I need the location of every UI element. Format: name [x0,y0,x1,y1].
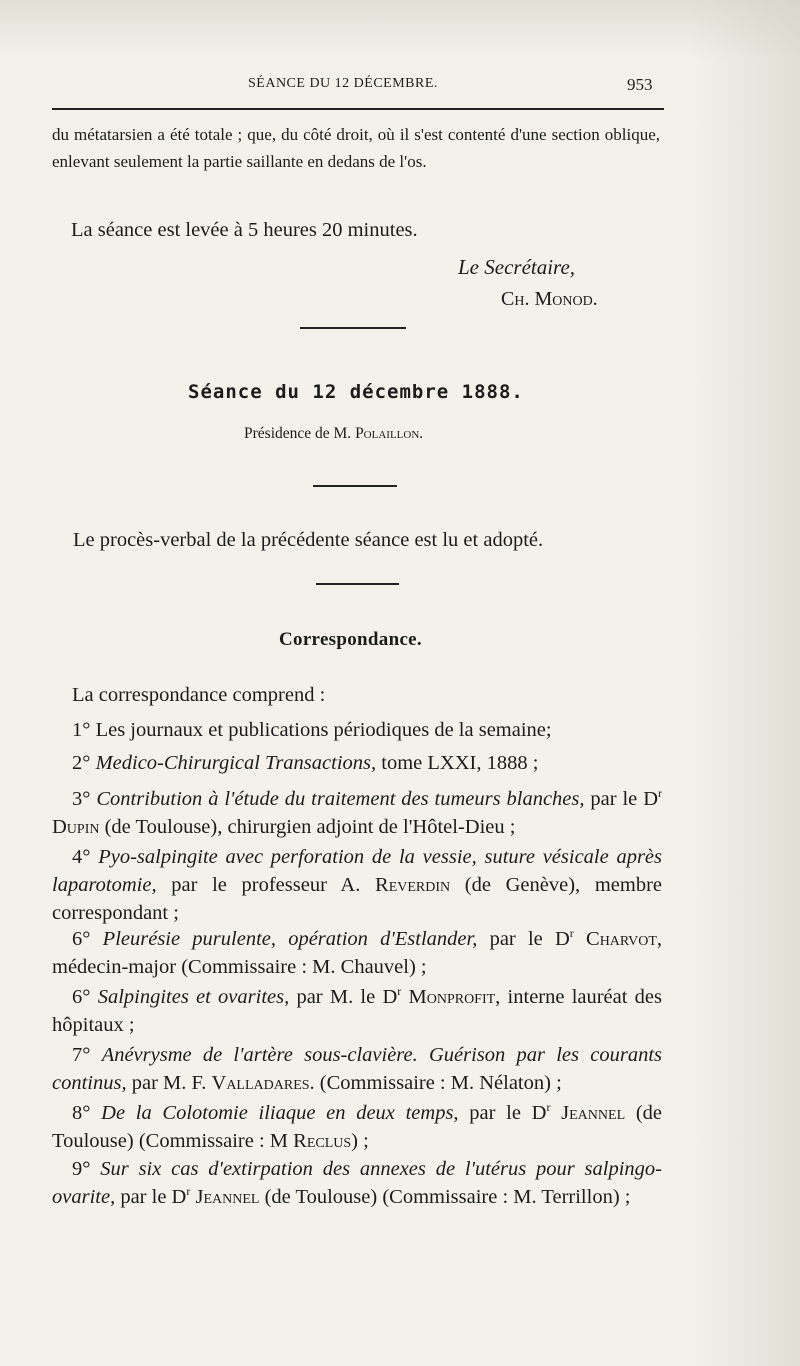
item-pre: par le D [469,1102,547,1124]
item-title: Medico-Chirurgical Transactions, [95,752,377,774]
item-number: 8° [72,1102,91,1124]
item-pre: par le D [120,1186,187,1208]
item-number: 7° [72,1044,91,1066]
item-number: 2° [72,752,91,774]
item-author: Monprofit, [408,986,501,1008]
seance-title: Séance du 12 décembre 1888. [188,381,524,403]
running-head: SÉANCE DU 12 DÉCEMBRE. [248,76,438,91]
item-rest: médecin-major (Commissaire : M. Chauvel) ; [52,956,427,978]
item-rest: (de Toulouse) (Commissaire : M [52,1102,663,1152]
item-pre: par M. F. [131,1072,207,1094]
item-author: Valladares. [211,1072,315,1094]
item-rest: (de Genève), membre correspondant ; [52,874,662,924]
list-item [52,785,662,841]
item-pre: par le D [489,928,570,950]
item-title: Pleurésie purulente, opération d'Estlander, [102,928,478,950]
item-number: 1° [72,719,91,741]
item-pre: par M. le D [296,986,398,1008]
list-item [52,1155,662,1211]
section-divider [300,327,406,329]
item-number: 4° [72,846,91,868]
item-sup: r [546,1100,551,1115]
item-pre: par le D [590,788,658,810]
continuation-paragraph: du métatarsien a été totale ; que, du côté droit, où il s'est contenté d'une section oblique, enlevant seulement la partie saillante en dedans de l'os. [52,125,660,171]
list-item [52,1041,662,1097]
item-title: Sur six cas d'extirpation des annexes de l'utérus pour salpingo-ovarite, [52,1158,663,1208]
list-item [72,749,662,777]
item-rest-2: ) ; [351,1130,369,1152]
item-number: 6° [72,986,91,1008]
signature-name: Ch. Monod. [501,288,598,310]
item-rest: (de Toulouse) (Commissaire : M. Terrillon) ; [264,1186,631,1208]
signature-title: Le Secrétaire, [458,255,576,279]
item-rest: tome LXXI, 1888 ; [381,752,539,774]
list-item [52,983,662,1039]
item-title: Anévrysme de l'artère sous-clavière. Guérison par les courants continus, [52,1044,662,1094]
presidence-prefix: Présidence de M. [244,425,352,442]
item-number: 9° [72,1158,91,1180]
item-title: Pyo-salpingite avec perforation de la vessie, suture vésicale après laparotomie, [52,846,663,896]
item-rest: (de Toulouse), chirurgien adjoint de l'Hôtel-Dieu ; [104,816,516,838]
section-divider [316,583,399,585]
item-title: De la Colotomie iliaque en deux temps, [101,1102,459,1124]
item-author: Jeannel [561,1102,626,1124]
item-text: Les journaux et publications périodiques de la semaine; [95,719,552,741]
page-shadow-top [0,0,800,60]
item-author: Charvot, [586,928,663,950]
list-item [72,716,662,744]
page-shadow-edge [690,0,800,1366]
header-rule [52,108,664,110]
item-number: 6° [72,928,91,950]
correspondance-heading: Correspondance. [279,629,422,650]
item-pre: par le professeur A. [171,874,361,896]
item-sup: r [569,926,574,941]
president-name: Polaillon. [355,425,424,442]
item-number: 3° [72,788,91,810]
correspondance-intro: La correspondance comprend : [72,684,326,706]
list-item [52,925,662,981]
proces-verbal-line: Le procès-verbal de la précédente séance est lu et adopté. [73,529,544,551]
list-item [52,1099,662,1155]
page-number: 953 [627,75,653,94]
presidence-line [244,425,423,443]
closing-line: La séance est levée à 5 heures 20 minutes. [71,219,418,241]
item-sup: r [658,786,662,801]
section-divider [313,485,397,487]
item-sup: r [186,1184,191,1199]
item-rest: interne lauréat des hôpitaux ; [52,986,663,1036]
list-item [52,843,662,927]
item-author: Jeannel [195,1186,260,1208]
item-title: Salpingites et ovarites, [97,986,290,1008]
item-rest: (Commissaire : M. Nélaton) ; [319,1072,562,1094]
item-title: Contribution à l'étude du traitement des tumeurs blanches, [96,788,585,810]
item-sup: r [397,984,402,999]
item-author: Dupin [52,816,100,838]
item-author-2: Reclus [293,1130,352,1152]
item-author: Reverdin [375,874,451,896]
